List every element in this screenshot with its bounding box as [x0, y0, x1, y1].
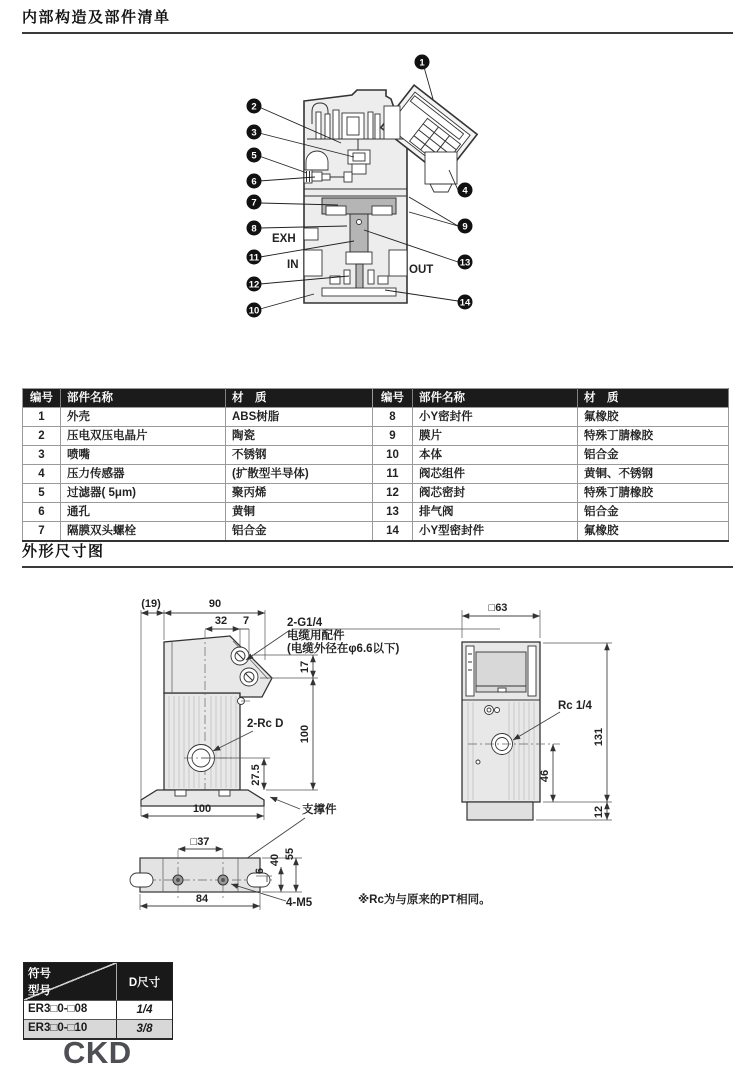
callout-3 [247, 125, 262, 140]
label-in: IN [287, 259, 299, 271]
callout-4 [458, 183, 473, 198]
callout-8 [247, 221, 262, 236]
front-head [164, 636, 272, 697]
callout-14 [458, 295, 473, 310]
table-row [23, 484, 373, 503]
table-row [23, 408, 373, 427]
header-symbol: 符号 [28, 968, 51, 980]
col-no: 编号 [23, 389, 61, 408]
svg-text:9: 9 [462, 221, 468, 233]
parts-table-left [22, 388, 373, 542]
dim-37: □37 [190, 836, 210, 848]
part-name: 阀芯组件 [413, 465, 578, 484]
table-row [23, 446, 373, 465]
table-row [23, 503, 373, 522]
part-no: 13 [373, 503, 413, 522]
part-name: 压力传感器 [61, 465, 226, 484]
part-no: 12 [373, 484, 413, 503]
label-out: OUT [409, 264, 434, 276]
svg-text:4: 4 [462, 185, 468, 197]
part-name: 通孔 [61, 503, 226, 522]
part-material: 聚丙烯 [226, 484, 373, 503]
dim-46: 46 [539, 769, 551, 783]
callout-7 [247, 195, 262, 210]
table-row [373, 408, 729, 427]
col-material: 材 质 [226, 389, 373, 408]
ckd-logo: CKD [63, 1035, 132, 1068]
part-name: 阀芯密封 [413, 484, 578, 503]
table-row [373, 427, 729, 446]
svg-text:Rc 1/4: Rc 1/4 [558, 700, 592, 712]
part-name: 外壳 [61, 408, 226, 427]
parts-table-right [372, 388, 729, 542]
svg-text:7: 7 [251, 197, 257, 209]
part-material: 黄铜 [226, 503, 373, 522]
table-row [23, 522, 373, 542]
parts-table-header [373, 389, 729, 408]
table-row [373, 465, 729, 484]
part-name: 小Y密封件 [413, 408, 578, 427]
col-name: 部件名称 [413, 389, 578, 408]
svg-text:电缆用配件: 电缆用配件 [287, 630, 345, 642]
part-material: 黄铜、不锈钢 [578, 465, 729, 484]
dimension-drawings [30, 585, 730, 935]
part-no: 9 [373, 427, 413, 446]
part-no: 10 [373, 446, 413, 465]
header-model: 型号 [28, 985, 51, 997]
col-name: 部件名称 [61, 389, 226, 408]
col-material: 材 质 [578, 389, 729, 408]
dim-100v: 100 [299, 724, 311, 744]
svg-text:11: 11 [248, 252, 260, 264]
part-name: 小Y型密封件 [413, 522, 578, 542]
side-base [467, 802, 533, 820]
part-no: 8 [373, 408, 413, 427]
section-title-dimensions: 外形尺寸图 [22, 540, 733, 568]
side-view [462, 602, 612, 820]
side-cover [462, 646, 540, 700]
svg-text:14: 14 [459, 297, 471, 309]
parts-table-header [23, 389, 373, 408]
dim-6: 6 [254, 867, 266, 875]
valve-cross-section-diagram [230, 50, 500, 335]
callout-11 [247, 250, 262, 265]
svg-text:1: 1 [419, 57, 425, 69]
part-material: 铝合金 [578, 446, 729, 465]
part-no: 6 [23, 503, 61, 522]
dim-131: 131 [593, 727, 605, 747]
svg-text:3: 3 [251, 127, 257, 139]
dim-63: □63 [488, 602, 508, 614]
part-name: 本体 [413, 446, 578, 465]
callout-9 [458, 219, 473, 234]
table-row [373, 484, 729, 503]
callout-5 [247, 148, 262, 163]
part-no: 11 [373, 465, 413, 484]
dim-32: 32 [214, 615, 228, 627]
rc-note: ※Rc为与原来的PT相同。 [358, 894, 491, 906]
bottom-view [130, 836, 313, 910]
svg-text:2: 2 [251, 101, 257, 113]
svg-text:12: 12 [248, 279, 260, 291]
header-symbol-model-cell [24, 963, 116, 1000]
callout-13 [458, 255, 473, 270]
callout-10 [247, 303, 262, 318]
dim-55: 55 [284, 847, 296, 861]
part-material: 氟橡胶 [578, 522, 729, 542]
part-name: 喷嘴 [61, 446, 226, 465]
dim-90: 90 [208, 598, 222, 610]
part-material: ABS树脂 [226, 408, 373, 427]
col-no: 编号 [373, 389, 413, 408]
table-row [23, 427, 373, 446]
table-row [373, 522, 729, 542]
part-no: 14 [373, 522, 413, 542]
dim-12: 12 [593, 805, 605, 819]
table-row [373, 503, 729, 522]
mount-slot-left [130, 873, 153, 887]
part-name: 压电双压电晶片 [61, 427, 226, 446]
model-code: ER3□0-□08 [28, 1003, 88, 1015]
part-name: 隔膜双头螺栓 [61, 522, 226, 542]
part-name: 排气阀 [413, 503, 578, 522]
section-title-internal-structure: 内部构造及部件清单 [22, 6, 733, 34]
table-row [23, 465, 373, 484]
svg-text:(电缆外径在φ6.6以下): (电缆外径在φ6.6以下) [287, 643, 400, 655]
dim-7: 7 [242, 615, 250, 627]
d-size-table-header [24, 963, 172, 1000]
part-material: 氟橡胶 [578, 408, 729, 427]
callout-1 [415, 55, 430, 70]
svg-text:4-M5: 4-M5 [286, 897, 313, 909]
label-exh: EXH [272, 233, 296, 245]
part-material: (扩散型半导体) [226, 465, 373, 484]
svg-text:6: 6 [251, 176, 257, 188]
table-row [373, 446, 729, 465]
part-material: 铝合金 [226, 522, 373, 542]
part-no: 7 [23, 522, 61, 542]
pressure-sensor-block [425, 152, 457, 184]
svg-text:2-Rc D: 2-Rc D [247, 718, 284, 730]
model-code: ER3□0-□10 [28, 1022, 88, 1034]
svg-text:支撑件: 支撑件 [302, 804, 337, 816]
table-row [24, 1000, 172, 1019]
part-name: 过滤器( 5μm) [61, 484, 226, 503]
svg-text:5: 5 [251, 150, 257, 162]
part-material: 铝合金 [578, 503, 729, 522]
header-d-size: D尺寸 [116, 963, 172, 1000]
part-no: 5 [23, 484, 61, 503]
callout-6 [247, 174, 262, 189]
part-no: 2 [23, 427, 61, 446]
part-material: 特殊丁腈橡胶 [578, 484, 729, 503]
d-size-table [23, 962, 173, 1040]
dim-84: 84 [195, 893, 209, 905]
dim-27-5: 27.5 [250, 764, 262, 786]
d-size-value: 1/4 [116, 1001, 172, 1019]
svg-text:13: 13 [459, 257, 471, 269]
svg-text:2-G1/4: 2-G1/4 [287, 617, 323, 629]
front-view [141, 598, 500, 868]
svg-text:8: 8 [251, 223, 257, 235]
part-no: 1 [23, 408, 61, 427]
part-material: 陶瓷 [226, 427, 373, 446]
part-name: 膜片 [413, 427, 578, 446]
part-material: 特殊丁腈橡胶 [578, 427, 729, 446]
d-size-value: 3/8 [116, 1020, 172, 1038]
callout-12 [247, 277, 262, 292]
callout-2 [247, 99, 262, 114]
part-material: 不锈钢 [226, 446, 373, 465]
dim-19: (19) [141, 598, 161, 610]
dim-40: 40 [269, 853, 281, 867]
part-no: 3 [23, 446, 61, 465]
svg-text:10: 10 [248, 305, 260, 317]
dim-17: 17 [299, 660, 311, 674]
dim-100h: 100 [192, 803, 212, 815]
m5-label [231, 884, 313, 909]
part-no: 4 [23, 465, 61, 484]
